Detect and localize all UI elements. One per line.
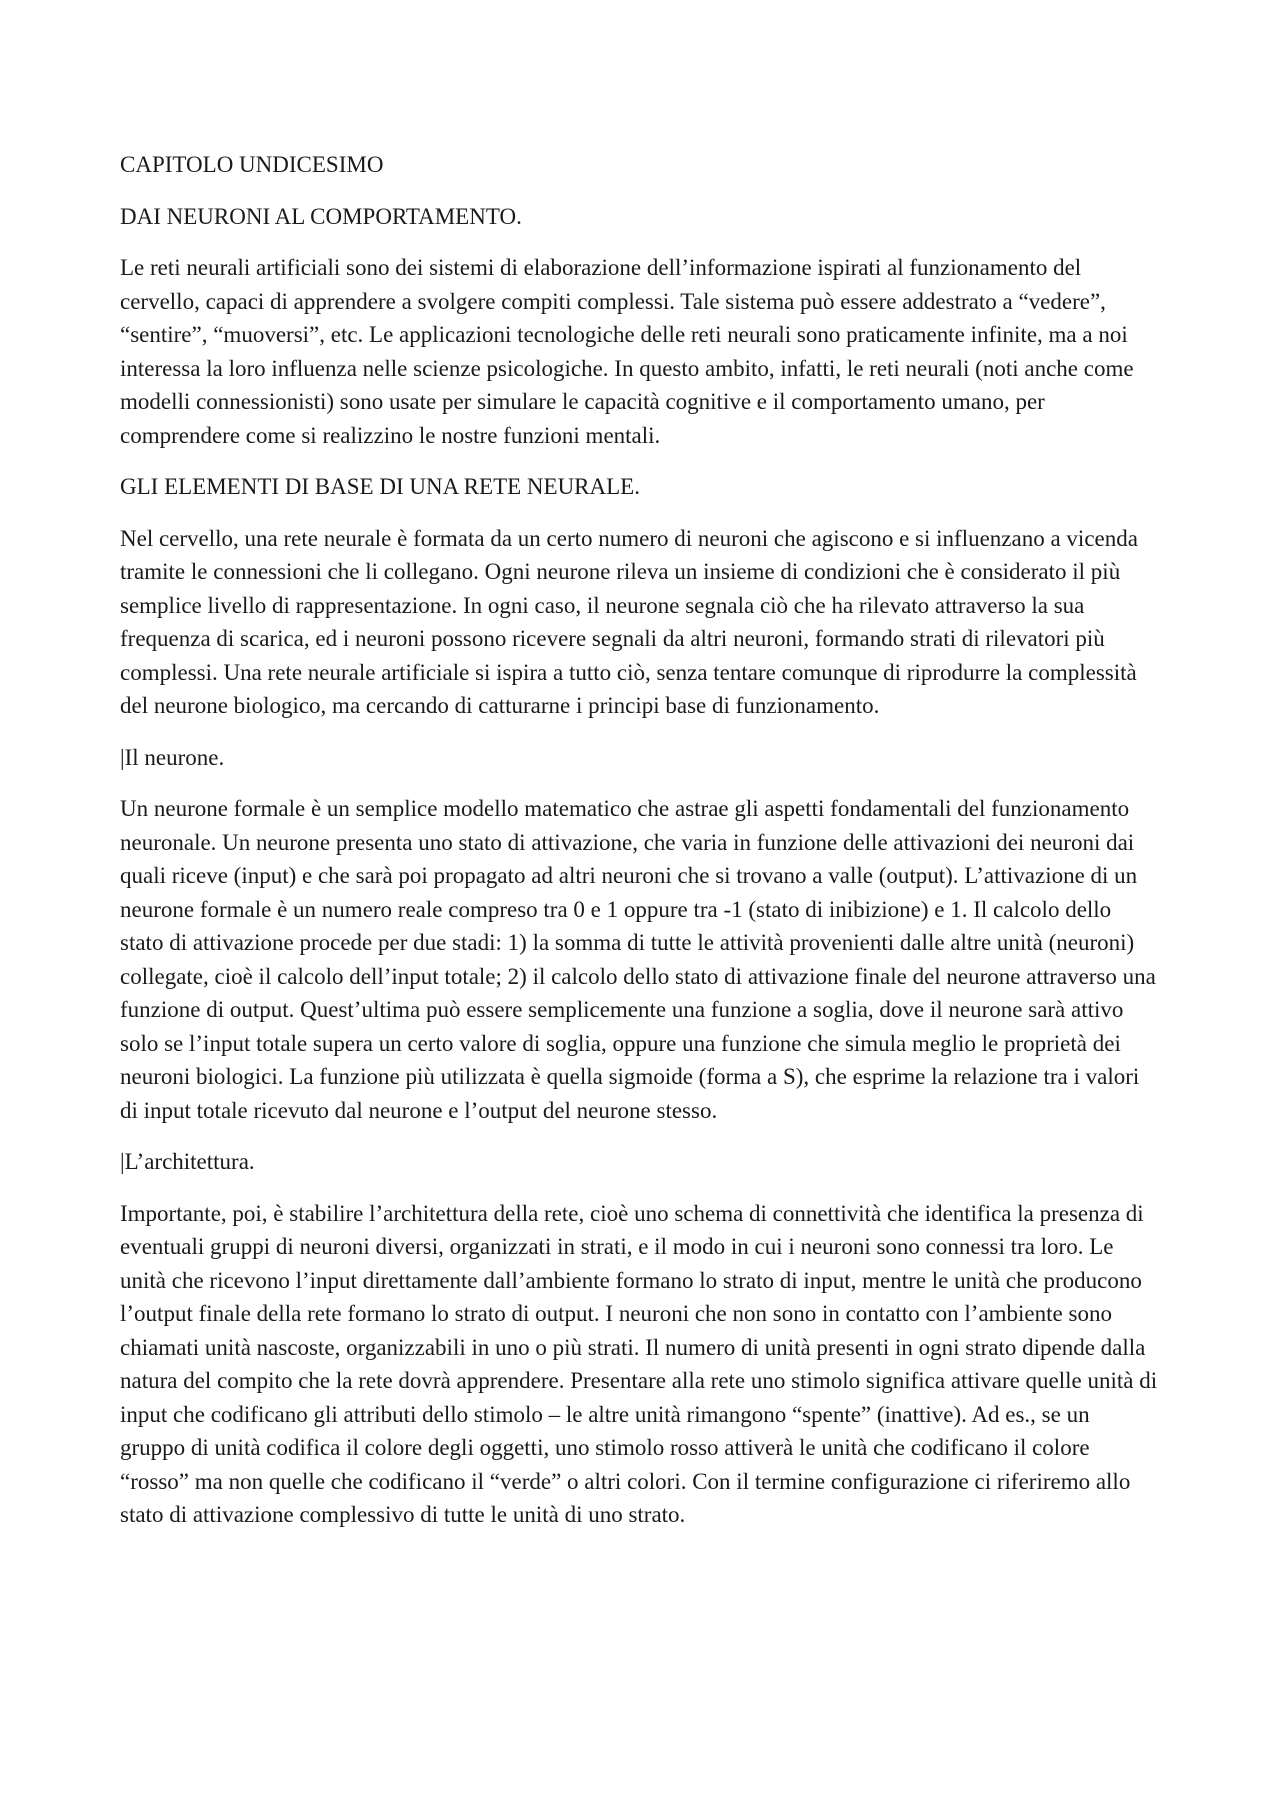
intro-paragraph: Le reti neurali artificiali sono dei sistemi di elaborazione dell’informazione ispirati al funzionamento del cervello, capaci di apprendere a svolgere compiti complessi. Tale sistema può essere addestrato a “vedere”, “sentire”, “muoversi”, etc. Le applicazioni tecnologiche delle reti neurali sono praticamente infinite, ma a noi interessa la loro influenza nelle scienze psicologiche. In questo ambito, infatti, le reti neurali (noti anche come modelli connessionisti) sono usate per simulare le capacità cognitive e il comportamento umano, per comprendere come si realizzino le nostre funzioni mentali.	[120, 255, 1134, 448]
subsection-architettura-heading: |L’architettura.	[120, 1149, 255, 1174]
subsection-neurone-heading: |Il neurone.	[120, 744, 225, 770]
document-page	[120, 148, 1160, 1550]
chapter-label: CAPITOLO UNDICESIMO	[120, 152, 384, 177]
section-heading: GLI ELEMENTI DI BASE DI UNA RETE NEURALE.	[120, 474, 640, 499]
chapter-title: DAI NEURONI AL COMPORTAMENTO.	[120, 203, 522, 229]
subsection-architettura-paragraph: Importante, poi, è stabilire l’architettura della rete, cioè uno schema di connettività che identifica la presenza di eventuali gruppi di neuroni diversi, organizzati in strati, e il modo in cui i neuroni sono connessi tra loro. Le unità che ricevono l’input direttamente dall’ambiente formano lo strato di input, mentre le unità che producono l’output finale della rete formano lo strato di output. I neuroni che non sono in contatto con l’ambiente sono chiamati unità nascoste, organizzabili in uno o più strati. Il numero di unità presenti in ogni strato dipende dalla natura del compito che la rete dovrà apprendere. Presentare alla rete uno stimolo significa attivare quelle unità di input che codificano gli attributi dello stimolo – le altre unità rimangono “spente” (inattive). Ad es., se un gruppo di unità codifica il colore degli oggetti, uno stimolo rosso attiverà le unità che codificano il colore “rosso” ma non quelle che codificano il “verde” o altri colori. Con il termine configurazione ci riferiremo allo stato di attivazione complessivo di tutte le unità di uno strato.	[120, 1200, 1158, 1527]
subsection-neurone-paragraph: Un neurone formale è un semplice modello matematico che astrae gli aspetti fondamentali del funzionamento neuronale. Un neurone presenta uno stato di attivazione, che varia in funzione delle attivazioni dei neuroni dai quali riceve (input) e che sarà poi propagato ad altri neuroni che si trovano a valle (output). L’attivazione di un neurone formale è un numero reale compreso tra 0 e 1 oppure tra -1 (stato di inibizione) e 1. Il calcolo dello stato di attivazione procede per due stadi: 1) la somma di tutte le attività provenienti dalle altre unità (neuroni) collegate, cioè il calcolo dell’input totale; 2) il calcolo dello stato di attivazione finale del neurone attraverso una funzione di output. Quest’ultima può essere semplicemente una funzione a soglia, dove il neurone sarà attivo solo se l’input totale supera un certo valore di soglia, oppure una funzione che simula meglio le proprietà dei neuroni biologici. La funzione più utilizzata è quella sigmoide (forma a S), che esprime la relazione tra i valori di input totale ricevuto dal neurone e l’output del neurone stesso.	[120, 796, 1156, 1123]
section-paragraph: Nel cervello, una rete neurale è formata da un certo numero di neuroni che agiscono e si influenzano a vicenda tramite le connessioni che li collegano. Ogni neurone rileva un insieme di condizioni che è considerato il più semplice livello di rappresentazione. In ogni caso, il neurone segnala ciò che ha rilevato attraverso la sua frequenza di scarica, ed i neuroni possono ricevere segnali da altri neuroni, formando strati di rilevatori più complessi. Una rete neurale artificiale si ispira a tutto ciò, senza tentare comunque di riprodurre la complessità del neurone biologico, ma cercando di catturarne i principi base di funzionamento.	[120, 525, 1138, 718]
